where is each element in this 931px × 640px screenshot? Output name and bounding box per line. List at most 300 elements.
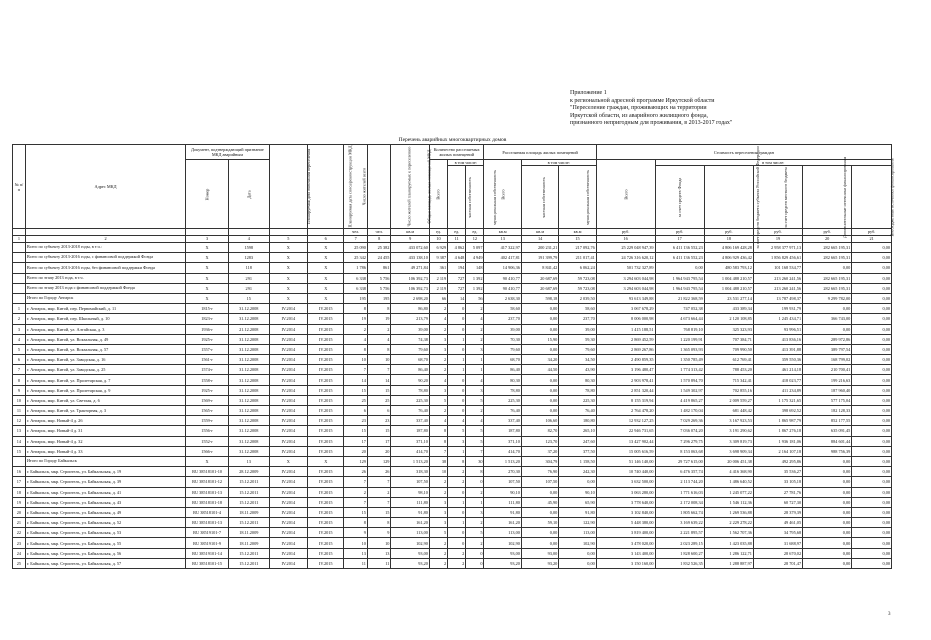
value-cell: 9 387 [429,253,447,263]
address-cell: г. Ангарск, мкр. Китой, ул. Алтайская, д. 3 [25,324,185,334]
table-cell: 1566-г [186,446,229,456]
value-cell: 289 972,86 [803,334,852,344]
value-cell: 76,40 [484,406,521,416]
value-cell: 2 [429,477,447,487]
value-cell: 8 [367,304,391,314]
value-cell: 90,10 [484,487,521,497]
value-cell: 19 [344,314,368,324]
table-cell: 291 [228,283,269,293]
value-cell: 9 299 782,00 [803,293,852,303]
address-cell: г. Ангарск, мкр. Китой, ул. Светлая, д. 6 [25,395,185,405]
value-cell: 282 665 195,31 [803,253,852,263]
value-cell: 0,00 [852,395,892,405]
table-cell [13,243,26,253]
table-cell: X [269,293,307,303]
value-cell: 1 856 829 456,61 [753,253,802,263]
table-cell: 6 [13,355,26,365]
value-cell: 0,00 [521,375,558,385]
value-cell: 106,60 [521,416,558,426]
value-cell: 5 756 [367,283,391,293]
value-cell: 91,80 [559,507,596,517]
table-cell: X [308,243,344,253]
value-cell: 359 550,36 [753,355,802,365]
value-cell: 2 [466,406,484,416]
value-cell: 861 [367,263,391,273]
table-cell: 1574-г [186,365,229,375]
table-cell: 7 [13,365,26,375]
value-cell: 38 [429,456,447,466]
table-total-row [13,293,892,303]
value-cell: 90,10 [559,487,596,497]
table-cell: 31.12.2008 [228,406,269,416]
table-cell: IV.2015 [308,446,344,456]
value-cell: 0,00 [852,365,892,375]
value-cell: 187,80 [391,426,429,436]
value-cell: 0 [466,558,484,568]
value-cell: 337,40 [391,416,429,426]
value-cell: 2 869 267,86 [596,344,655,354]
value-cell: 371,10 [391,436,429,446]
value-cell: 70,30 [484,334,521,344]
value-cell: 0 [448,538,466,548]
value-cell: 28 701,47 [753,558,802,568]
column-number-cell: 9 [391,236,429,243]
value-cell: 3 191 290,62 [704,426,753,436]
value-cell: 402 417,81 [484,253,521,263]
value-cell: 2 [429,355,447,365]
value-cell: 4 419 865,27 [655,395,704,405]
column-number-cell: 12 [466,236,484,243]
table-cell: 9 [13,385,26,395]
value-cell: 2 120 108,85 [704,314,753,324]
value-cell: 19 [367,314,391,324]
value-cell: 282 665 195,31 [803,243,852,253]
unit-cell: кв.м [559,229,596,236]
value-cell: 0,00 [521,406,558,416]
table-cell: X [186,283,229,293]
value-cell: 418 023,77 [753,375,802,385]
value-cell: 39,00 [484,324,521,334]
value-cell: 111,80 [391,497,429,507]
value-cell: 788 453,20 [704,365,753,375]
value-cell: 10 [429,467,447,477]
value-cell: 2 [429,304,447,314]
value-cell: 270,30 [484,467,521,477]
value-cell: 93 613 349,88 [596,293,655,303]
value-cell: 0,00 [521,507,558,517]
address-cell: г. Байкальск, мкр. Строитель, ул. Байкальская, д. 53 [25,528,185,538]
document-title: Перечень аварийных многоквартирных домов [398,137,507,143]
table-cell: 1561-г [186,355,229,365]
table-cell: RU 38518101-13 [186,518,229,528]
value-cell: 14 [344,375,368,385]
value-cell: 15 005 616,59 [596,446,655,456]
value-cell: 102,90 [391,538,429,548]
value-cell: 2 958 377 971,13 [753,243,802,253]
value-cell: 3 169 639,22 [655,518,704,528]
value-cell: 3 478 020,00 [596,538,655,548]
value-cell: 86,80 [391,304,429,314]
column-number-cell: 18 [704,236,753,243]
table-cell: IV.2014 [269,477,307,487]
address-cell: г. Ангарск, мкр. Китой, ул. Вокзальная, д. 49 [25,334,185,344]
table-cell: 15.12.2011 [228,477,269,487]
value-cell: 1 004 488 210,57 [704,273,753,283]
table-row [13,528,892,538]
value-cell: 2 164 107,18 [753,446,802,456]
table-cell: 1 [13,304,26,314]
table-cell: IV.2015 [308,324,344,334]
value-cell: 4 862 [448,243,466,253]
value-cell: 2 [429,538,447,548]
table-cell: 31.12.2008 [228,436,269,446]
value-cell: 0,00 [852,477,892,487]
table-cell: IV.2015 [308,497,344,507]
value-cell: 0,00 [852,314,892,324]
value-cell: 0 [448,385,466,395]
value-cell: 5 [466,426,484,436]
table-cell: IV.2015 [308,406,344,416]
unit-cell [308,229,344,236]
value-cell: 7 [429,446,447,456]
value-cell: 2 [448,548,466,558]
value-cell: 1 549 302,97 [655,385,704,395]
value-cell: 2 113 744,20 [655,477,704,487]
value-cell: 3 102 840,00 [596,507,655,517]
value-cell: 0,00 [803,304,852,314]
value-cell: 3 [429,385,447,395]
value-cell: 79,60 [391,344,429,354]
value-cell: 3 150 160,00 [596,558,655,568]
value-cell: 0,00 [803,263,852,273]
value-cell: 988 756,39 [803,446,852,456]
table-cell: IV.2014 [269,518,307,528]
value-cell: 79,60 [559,344,596,354]
value-cell: 93,20 [521,558,558,568]
value-cell: 0,00 [852,548,892,558]
address-cell: г. Ангарск, мкр. Новый-4 д. 26 [25,416,185,426]
value-cell: 11 [344,558,368,568]
value-cell: 0,00 [852,528,892,538]
value-cell: 2 [367,324,391,334]
table-cell: 19 [13,497,26,507]
header-off-budget: Внебюджетные источники финансирования [852,166,892,229]
table-cell: 21.12.2008 [228,324,269,334]
value-cell: 377,50 [559,446,596,456]
table-cell: 31.12.2008 [228,334,269,344]
value-cell: 1 365 093,93 [655,344,704,354]
address-cell: Всего по субъекту 2013-2016 годы, с финансовой поддержкой Фонда [25,253,185,263]
value-cell: 0,00 [852,283,892,293]
value-cell: 0 [448,304,466,314]
value-cell: 2 [429,365,447,375]
table-cell: X [269,456,307,466]
value-cell: 29 727 615,00 [655,456,704,466]
value-cell: 727 [448,283,466,293]
value-cell: 21 822 368,59 [655,293,704,303]
value-cell: 3 067 678,29 [596,304,655,314]
value-cell: 1 562 707,36 [704,528,753,538]
appendix-header [570,90,890,128]
table-cell: RU 38518101-15 [186,558,229,568]
value-cell: 8 [429,426,447,436]
table-cell: X [308,263,344,273]
column-number-cell: 6 [308,236,344,243]
header-document: Документ, подтверждающий признание МКД аварийным [186,145,269,160]
table-cell: X [269,283,307,293]
value-cell: 1 [466,497,484,507]
column-number-cell: 2 [25,236,185,243]
value-cell: 74,38 [391,334,429,344]
value-cell: 1 964 943 795,54 [655,283,704,293]
table-cell [13,283,26,293]
value-cell: 90 410,77 [484,283,521,293]
value-cell: 93 996,51 [753,324,802,334]
column-number-cell: 1 [13,236,26,243]
value-cell: 1 486 640,52 [704,477,753,487]
value-cell: 20 006 451,38 [704,456,753,466]
unit-cell: руб. [596,229,655,236]
table-cell: 1283 [228,253,269,263]
column-number-cell: 19 [753,236,802,243]
value-cell: 0 [466,477,484,487]
value-cell: 433 072,60 [391,243,429,253]
table-cell: IV.2015 [308,314,344,324]
value-cell: 225,30 [391,395,429,405]
table-cell: 31.12.2008 [228,395,269,405]
table-cell: 15.12.2011 [228,548,269,558]
unit-cell: руб. [803,229,852,236]
value-cell: 24 726 316 620,12 [596,253,655,263]
table-cell: X [186,243,229,253]
table-cell: IV.2015 [308,436,344,446]
value-cell: 0 [448,324,466,334]
header-incl: в том числе: [448,160,484,166]
unit-cell: ед. [466,229,484,236]
value-cell: 7 [367,477,391,487]
unit-cell: руб. [704,229,753,236]
table-cell: IV.2015 [308,507,344,517]
value-cell: 6 338 [344,283,368,293]
value-cell: 4 [429,416,447,426]
value-cell: 7 [367,365,391,375]
value-cell: 237,70 [484,314,521,324]
value-cell: 8 [367,344,391,354]
value-cell: 304,79 [521,456,558,466]
table-cell: IV.2014 [269,324,307,334]
value-cell: 0,00 [803,538,852,548]
table-cell: X [308,283,344,293]
value-cell: 14 [367,375,391,385]
value-cell: 0,00 [803,467,852,477]
value-cell: 433 389,34 [704,304,753,314]
value-cell: 0,00 [803,487,852,497]
value-cell: 3 [466,344,484,354]
value-cell: 30 [466,456,484,466]
unit-cell: кв.м [391,229,429,236]
table-cell: 1815-г [186,304,229,314]
value-cell: 282 665 195,31 [803,283,852,293]
value-cell: 3 309 819,73 [704,436,753,446]
column-number-cell: 10 [429,236,447,243]
value-cell: 1 245 434,71 [753,314,802,324]
value-cell: 3 143 400,00 [596,548,655,558]
table-cell: 31.12.2008 [228,314,269,324]
value-cell: 56 [466,293,484,303]
value-cell: 1 [466,365,484,375]
value-cell: 1 [448,365,466,375]
value-cell: 0,00 [803,548,852,558]
table-row [13,365,892,375]
header-rooms-count: Количество расселяемых жилых помещений [429,145,484,160]
table-total-row [13,456,892,466]
value-cell: 0 [448,375,466,385]
table-cell: IV.2014 [269,395,307,405]
header-area-resettle: Расселяемая площадь жилых помещений [484,145,596,160]
value-cell: 25 090 [344,243,368,253]
value-cell: 10 [344,538,368,548]
value-cell: 4 806 169 428,28 [704,243,753,253]
value-cell: 2 638,30 [484,293,521,303]
header-private2: частная собственность [521,166,558,229]
value-cell: 7 [344,365,368,375]
value-cell: 93,00 [484,548,521,558]
value-cell: 34 795,68 [753,528,802,538]
value-cell: 0 [448,395,466,405]
column-number-cell: 11 [448,236,466,243]
value-cell: 20 [367,446,391,456]
appendix-line: признанного непригодным для проживания, в 2013-2017 годах" [570,120,733,126]
value-cell: 715 342,41 [704,375,753,385]
table-cell: 23 [13,538,26,548]
table-cell: 18.11.2009 [228,528,269,538]
header-residents: Число жителей всего [344,145,368,229]
value-cell: 2 119 [429,283,447,293]
value-cell: 492 295,86 [753,456,802,466]
value-cell: 1 288 887,97 [704,558,753,568]
table-cell: IV.2015 [308,487,344,497]
table-cell: IV.2015 [308,426,344,436]
table-cell: 13 [228,456,269,466]
value-cell: 0,00 [521,487,558,497]
header-rooms-total: Всего [429,160,447,229]
address-cell: г. Ангарск, мкр. Китой, ул. Пролетарская, д. 9 [25,385,185,395]
table-cell: 18.11.2009 [228,507,269,517]
value-cell: 10 [367,538,391,548]
value-cell: 107,50 [521,477,558,487]
header-cost-total: Всего [596,160,655,229]
value-cell: 2 [448,558,466,568]
value-cell: 6 476 357,74 [655,467,704,477]
table-cell: 21 [13,518,26,528]
value-cell: 8 153 063,68 [655,446,704,456]
value-cell: 0,00 [852,456,892,466]
table-cell: IV.2014 [269,355,307,365]
table-cell [13,273,26,283]
header-region-budget: за счет средств бюджета субъекта Российской Федерации [704,166,753,229]
value-cell: 195 [344,293,368,303]
table-row [13,375,892,385]
table-cell: 17 [13,477,26,487]
table-cell [13,263,26,273]
value-cell: 5 [466,436,484,446]
value-cell: 28 670,02 [753,548,802,558]
table-cell: IV.2015 [308,395,344,405]
value-cell: 49 461,05 [753,518,802,528]
address-cell: г. Байкальск, мкр. Строитель, ул. Байкальская, д. 39 [25,477,185,487]
table-cell: 20 [13,507,26,517]
value-cell: 7 [344,477,368,487]
value-cell: 325 323,93 [704,324,753,334]
table-cell: X [308,293,344,303]
column-number-cell: 7 [344,236,368,243]
value-cell: 86,40 [391,365,429,375]
value-cell: 25 342 [344,253,368,263]
value-cell: 31 688,97 [753,538,802,548]
value-cell: 59 723,08 [559,273,596,283]
value-cell: 123,70 [521,436,558,446]
address-cell: Всего по субъекту 2013-2016 годы, без финансовой поддержки Фонда [25,263,185,273]
address-cell: г. Ангарск, мкр. Китой, ул. Заводская, д. 25 [25,365,185,375]
header-doc-date: Дата [228,160,269,229]
table-total-row [13,263,892,273]
value-cell: 4 [466,375,484,385]
value-cell: 3 [429,497,447,507]
address-cell: Всего по этапу 2013 года, в т.ч. [25,273,185,283]
value-cell: 10 740 440,00 [596,467,655,477]
value-cell: 0 [466,548,484,558]
table-cell: 31.12.2008 [228,446,269,456]
value-cell: 0,00 [521,344,558,354]
value-cell: 51 146 140,00 [596,456,655,466]
value-cell: 1 828 600,27 [655,548,704,558]
value-cell: 414,70 [484,446,521,456]
value-cell: 90,20 [391,375,429,385]
value-cell: 237,70 [559,314,596,324]
value-cell: 39,00 [391,324,429,334]
value-cell: 0,00 [852,426,892,436]
value-cell: 76,40 [391,406,429,416]
table-row [13,416,892,426]
value-cell: 371,10 [484,436,521,446]
value-cell: 8 [344,518,368,528]
table-cell: 15.12.2011 [228,497,269,507]
value-cell: 129 [367,456,391,466]
value-cell: 4 806 929 436,42 [704,253,753,263]
value-cell: 37,20 [521,446,558,456]
value-cell: 635 091,45 [803,426,852,436]
table-cell: X [269,273,307,283]
table-cell: 1558-г [186,375,229,385]
value-cell: 0 [448,344,466,354]
unit-cell: чел. [367,229,391,236]
table-row [13,406,892,416]
value-cell: 5 [466,395,484,405]
value-cell: 0 [448,528,466,538]
table-cell: IV.2014 [269,344,307,354]
unit-cell: ед. [429,229,447,236]
table-cell: 15 [228,293,269,303]
value-cell: 225,30 [484,395,521,405]
value-cell: 23 531 277,14 [704,293,753,303]
value-cell: 93,20 [391,558,429,568]
value-cell: 8 [344,344,368,354]
value-cell: 0,00 [803,477,852,487]
table-cell: IV.2015 [308,528,344,538]
table-cell: IV.2015 [308,477,344,487]
value-cell: 8 841,42 [521,263,558,273]
value-cell: 417 322,97 [484,243,521,253]
